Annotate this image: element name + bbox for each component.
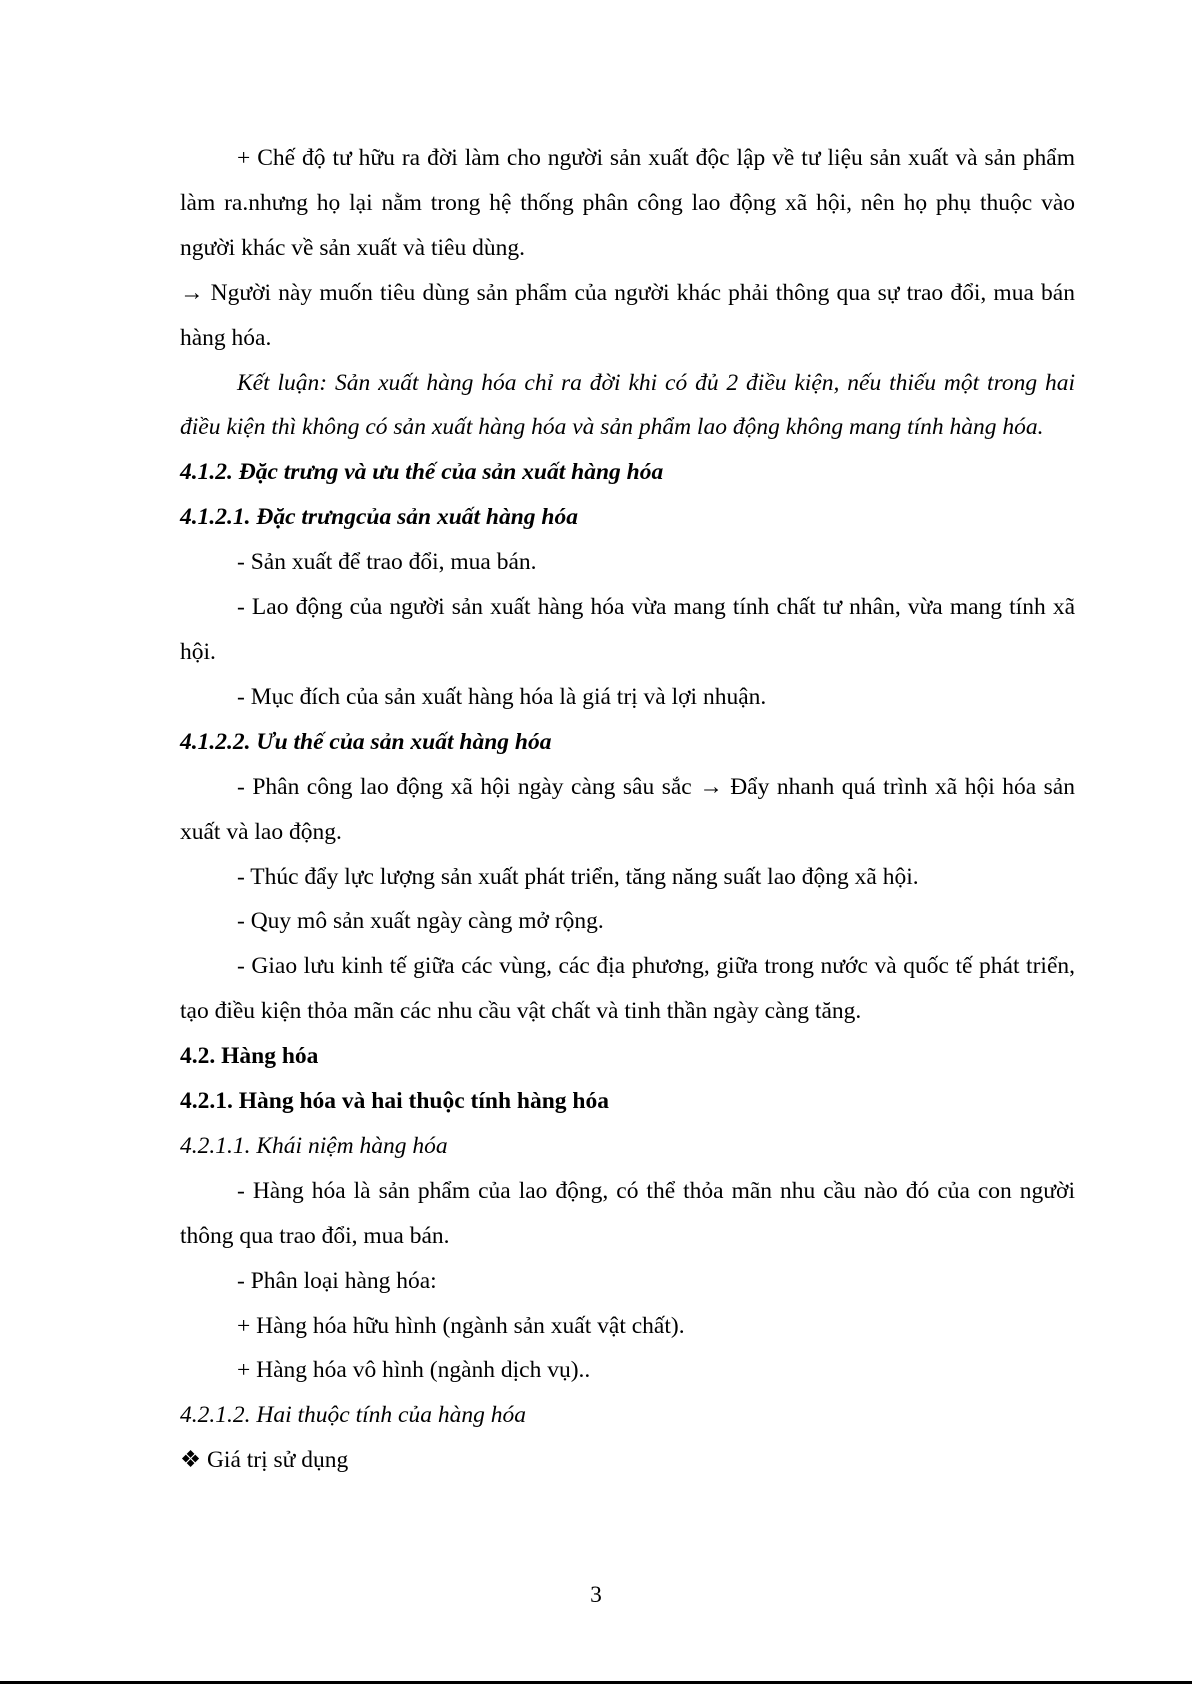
section-heading: 4.2.1.2. Hai thuộc tính của hàng hóa <box>180 1402 526 1429</box>
paragraph: → Người này muốn tiêu dùng sản phẩm của người khác phải thông qua sự trao đổi, mua bán hàng hóa. <box>180 279 1075 351</box>
paragraph: - Giao lưu kinh tế giữa các vùng, các địa phương, giữa trong nước và quốc tế phát triển, tạo điều kiện thỏa mãn các nhu cầu vật chất và tinh thần ngày càng tăng. <box>180 953 1075 1025</box>
paragraph: - Thúc đẩy lực lượng sản xuất phát triển, tăng năng suất lao động xã hội. <box>237 863 919 890</box>
page-number: 3 <box>590 1582 602 1608</box>
section-heading: 4.2.1. Hàng hóa và hai thuộc tính hàng hóa <box>180 1088 609 1115</box>
section-heading: 4.2. Hàng hóa <box>180 1043 319 1070</box>
document-page-body <box>180 136 1075 1483</box>
paragraph: - Phân công lao động xã hội ngày càng sâu sắc → Đẩy nhanh quá trình xã hội hóa sản xuất và lao động. <box>180 773 1075 845</box>
section-heading: 4.1.2.2. Ưu thế của sản xuất hàng hóa <box>180 728 552 755</box>
paragraph: + Chế độ tư hữu ra đời làm cho người sản xuất độc lập về tư liệu sản xuất và sản phẩm làm ra.nhưng họ lại nằm trong hệ thống phân công lao động xã hội, nên họ phụ thuộc vào người khác về sản xuất và tiêu dùng. <box>180 145 1075 261</box>
paragraph: - Quy mô sản xuất ngày càng mở rộng. <box>237 908 604 935</box>
paragraph: + Hàng hóa vô hình (ngành dịch vụ).. <box>237 1357 591 1384</box>
section-heading: 4.1.2. Đặc trưng và ưu thế của sản xuất hàng hóa <box>180 459 664 486</box>
paragraph: Kết luận: Sản xuất hàng hóa chỉ ra đời khi có đủ 2 điều kiện, nếu thiếu một trong hai điều kiện thì không có sản xuất hàng hóa và sản phẩm lao động không mang tính hàng hóa. <box>180 369 1075 441</box>
paragraph: ❖ Giá trị sử dụng <box>180 1447 349 1474</box>
paragraph: - Sản xuất để trao đổi, mua bán. <box>237 549 537 576</box>
section-heading: 4.2.1.1. Khái niệm hàng hóa <box>180 1132 448 1159</box>
section-heading: 4.1.2.1. Đặc trưngcủa sản xuất hàng hóa <box>180 504 578 531</box>
paragraph: + Hàng hóa hữu hình (ngành sản xuất vật chất). <box>237 1312 685 1339</box>
paragraph: - Lao động của người sản xuất hàng hóa vừa mang tính chất tư nhân, vừa mang tính xã hội. <box>180 594 1075 665</box>
paragraph: - Phân loại hàng hóa: <box>237 1267 437 1294</box>
paragraph: - Mục đích của sản xuất hàng hóa là giá trị và lợi nhuận. <box>237 683 767 710</box>
paragraph: - Hàng hóa là sản phẩm của lao động, có thể thỏa mãn nhu cầu nào đó của con người thông qua trao đổi, mua bán. <box>180 1177 1075 1249</box>
